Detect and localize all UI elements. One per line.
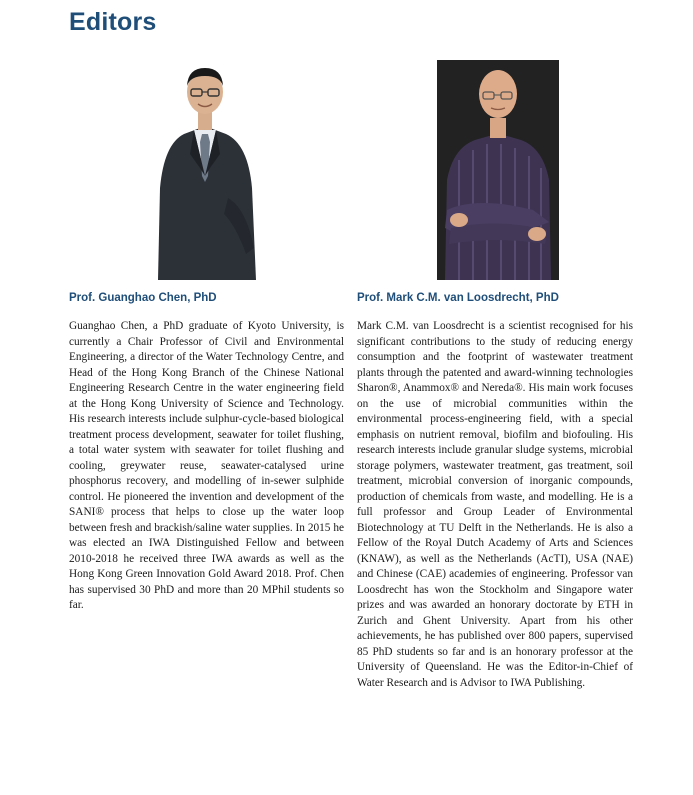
portrait-photo-icon bbox=[437, 60, 559, 280]
page-title: Editors bbox=[69, 8, 157, 36]
editor-bio-chen: Guanghao Chen, a PhD graduate of Kyoto University, is currently a Chair Professor of Civil and Environmental Engineering, a director of the Water Technology Centre, and Head of the Hong Kong Branch of the Chinese National Engineering Research Centre in the water engineering field at the Hong Kong University of Science and Technology. His research interests include sulphur-cycle-based biological treatment process development, seawater for toilet flushing, a total water system with seawater for toilet flushing and cooling, greywater reuse, seawater-catalysed urine phosphorus recovery, and modelling of in-sewer sulphide control. He pioneered the invention and development of the SANI® process that helps to close up the water loop between fresh and brackish/saline water supplies. In 2015 he was elected an IWA Distinguished Fellow and between 2010-2018 he received three IWA awards as well as the Hong Kong Green Innovation Gold Award 2018. Prof. Chen has supervised 30 PhD and more than 20 MPhil students so far. bbox=[69, 320, 344, 611]
editor-photo-chen bbox=[150, 58, 260, 280]
editor-name-van-loosdrecht: Prof. Mark C.M. van Loosdrecht, PhD bbox=[357, 292, 559, 304]
editor-name-chen: Prof. Guanghao Chen, PhD bbox=[69, 292, 217, 304]
editor-bio-van-loosdrecht: Mark C.M. van Loosdrecht is a scientist recognised for his significant contributions to the study of reducing energy consumption and the footprint of wastewater treatment plants through the patented and award-winning technologies Sharon®, Anammox® and Nereda®. His main work focuses on the use of microbial communities within the environmental process-engineering field, with a special emphasis on nutrient removal, biofilm and biofouling. His research interests include granular sludge systems, microbial storage polymers, wastewater treatment, gas treatment, soil treatment, microbial conversion of inorganic compounds, production of chemicals from waste, and modelling. He is a full professor and Group Leader of Environmental Biotechnology at TU Delft in the Netherlands. He is also a Fellow of the Royal Dutch Academy of Arts and Sciences (KNAW), as well as the Netherlands (AcTI), USA (NAE) and Chinese (CAE) academies of engineering. Professor van Loosdrecht has won the Stockholm and Singapore water prizes and was awarded an honorary doctorate by ETH in Zurich and Ghent University. Apart from his other achievements, he has published over 800 papers, supervised 85 PhD students so far and is an honorary professor at the University of Queensland. He was the Editor-in-Chief of Water Research and is Advisor to IWA Publishing. bbox=[357, 320, 633, 689]
portrait-photo-icon bbox=[150, 58, 260, 280]
editor-photo-van-loosdrecht bbox=[437, 60, 559, 280]
